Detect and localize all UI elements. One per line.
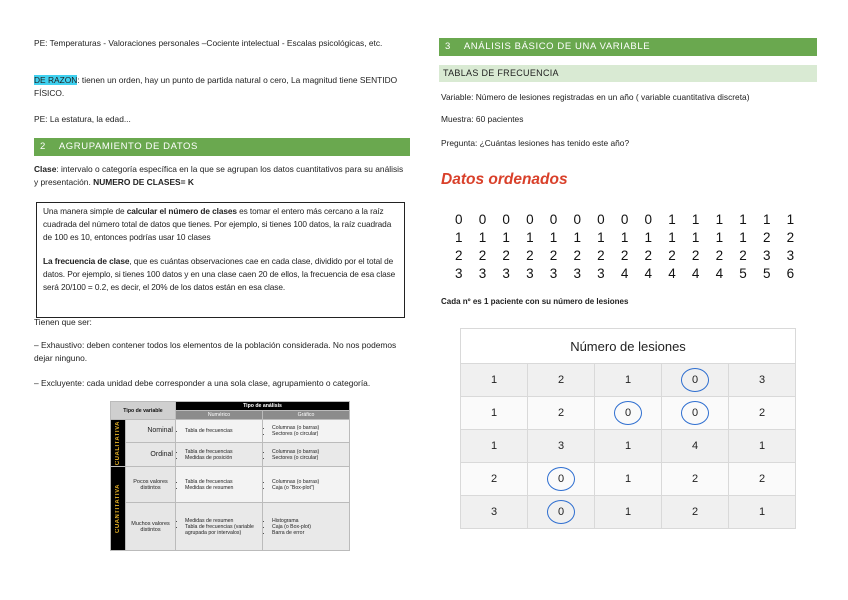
- datos-cell: 4: [715, 266, 724, 281]
- cada-n-caption: Cada nº es 1 paciente con su número de lesiones: [441, 297, 629, 306]
- box1-bold: calcular el número de clases: [126, 206, 237, 216]
- razon-highlight: DE RAZON: [34, 75, 78, 85]
- analysis-type-table: [110, 401, 350, 551]
- datos-cell: 1: [668, 212, 676, 227]
- circled-zero: 0: [547, 500, 575, 524]
- row-name-pocos: Pocos valores distintos: [126, 467, 176, 503]
- datos-cell: 0: [526, 212, 534, 227]
- datos-cell: 1: [549, 230, 558, 245]
- lesiones-cell: [595, 397, 662, 430]
- datos-cell: 3: [597, 266, 605, 281]
- datos-cell: 3: [502, 266, 510, 281]
- datos-cell: 2: [715, 248, 724, 263]
- datos-cell: 1: [715, 230, 724, 245]
- datos-cell: 0: [597, 212, 605, 227]
- info-box: [36, 202, 405, 318]
- lesiones-cell: 4: [662, 430, 729, 463]
- datos-cell: 0: [478, 212, 487, 227]
- box-paragraph-2: [43, 255, 398, 293]
- lesiones-cell: [662, 364, 729, 397]
- circled-zero: 0: [681, 401, 709, 425]
- row-nominal-numeric: • Tabla de frecuencias: [176, 420, 263, 443]
- datos-cell: 3: [478, 266, 487, 281]
- section-3-header: [439, 38, 817, 56]
- box-paragraph-1: [43, 205, 398, 243]
- datos-cell: 4: [691, 266, 700, 281]
- row-pocos-graphic: • Columnas (o barras) • Caja (o “Box-plot”): [263, 467, 350, 503]
- section-3-title: ANÁLISIS BÁSICO DE UNA VARIABLE: [463, 41, 651, 52]
- table-row: [461, 397, 796, 430]
- datos-cell: 0: [573, 212, 581, 227]
- datos-cell: 1: [455, 230, 463, 245]
- datos-cell: 0: [455, 212, 463, 227]
- datos-cell: 4: [668, 266, 676, 281]
- datos-cell: 4: [644, 266, 653, 281]
- datos-cell: 3: [786, 248, 795, 263]
- lesiones-cell: 2: [662, 463, 729, 496]
- box1-pre: Una manera simple de: [43, 206, 127, 216]
- lesiones-title: Número de lesiones: [461, 329, 796, 364]
- datos-cell: 0: [502, 212, 510, 227]
- muestra-line: Muestra: 60 pacientes: [441, 114, 524, 124]
- section-2-number: 2: [40, 141, 46, 152]
- lesiones-cell: 3: [528, 430, 595, 463]
- numeric-col-header: Numérico: [176, 411, 263, 420]
- datos-cell: 2: [455, 248, 463, 263]
- lesiones-cell: 2: [729, 397, 796, 430]
- pe-examples-1: PE: Temperaturas - Valoraciones personales –Cociente intelectual - Escalas psicológicas, etc.: [34, 38, 383, 48]
- datos-cell: 1: [691, 230, 700, 245]
- row-name-muchos: Muchos valores distintos: [126, 503, 176, 551]
- datos-cell: 4: [620, 266, 629, 281]
- datos-cell: 2: [478, 248, 487, 263]
- row-ordinal-graphic: • Columnas (o barras) • Sectores (o circular): [263, 443, 350, 467]
- datos-cell: 2: [573, 248, 581, 263]
- table-row: [461, 496, 796, 529]
- datos-cell: 1: [597, 230, 605, 245]
- datos-cell: 5: [739, 266, 747, 281]
- cuantitativa-label: CUANTITATIVA: [111, 467, 126, 551]
- datos-cell: 3: [549, 266, 558, 281]
- lesiones-cell: 1: [461, 364, 528, 397]
- datos-cell: 1: [573, 230, 581, 245]
- exhaustivo: – Exhaustivo: deben contener todos los elementos de la población considerada. No nos podemos dejar ninguno.: [34, 340, 397, 363]
- datos-cell: 0: [549, 212, 558, 227]
- clase-paragraph: [34, 163, 406, 189]
- datos-cell: 1: [502, 230, 510, 245]
- lesiones-cell: 1: [595, 463, 662, 496]
- table-row: [461, 430, 796, 463]
- graphic-col-header: Gráfico: [263, 411, 350, 420]
- section-2-header: [34, 138, 410, 156]
- lesiones-cell: 1: [729, 496, 796, 529]
- row-ordinal-numeric: • Tabla de frecuencias • Medidas de posición: [176, 443, 263, 467]
- lesiones-cell: 2: [528, 397, 595, 430]
- datos-cell: 3: [455, 266, 463, 281]
- table-row: [461, 463, 796, 496]
- cualitativa-label: CUALITATIVA: [111, 420, 126, 467]
- datos-cell: 1: [739, 212, 747, 227]
- lesiones-cell: 2: [461, 463, 528, 496]
- datos-cell: 0: [620, 212, 629, 227]
- circled-zero: 0: [614, 401, 642, 425]
- datos-cell: 2: [786, 230, 795, 245]
- lesiones-cell: 3: [461, 496, 528, 529]
- clase-label: Clase: [34, 164, 57, 174]
- lesiones-cell: 1: [729, 430, 796, 463]
- lesiones-cell: 1: [461, 397, 528, 430]
- lesiones-cell: 3: [729, 364, 796, 397]
- datos-cell: 3: [526, 266, 534, 281]
- tienen-que-ser: Tienen que ser:: [34, 317, 92, 327]
- analysis-type-title: Tipo de análisis: [176, 402, 350, 411]
- row-nominal-graphic: • Columnas (o barras) • Sectores (o circular): [263, 420, 350, 443]
- variable-line: Variable: Número de lesiones registradas en un año ( variable cuantitativa discreta): [441, 92, 750, 102]
- clase-rule: NUMERO DE CLASES= K: [93, 177, 194, 187]
- datos-cell: 2: [644, 248, 653, 263]
- datos-cell: 2: [502, 248, 510, 263]
- datos-cell: 6: [786, 266, 795, 281]
- datos-cell: 2: [691, 248, 700, 263]
- datos-cell: 1: [739, 230, 747, 245]
- circled-zero: 0: [681, 368, 709, 392]
- datos-cell: 2: [620, 248, 629, 263]
- datos-cell: 2: [597, 248, 605, 263]
- datos-cell: 1: [715, 212, 724, 227]
- datos-cell: 1: [478, 230, 487, 245]
- box2-post: , que es cuántas observaciones cae en cada clase, dividido por el total de datos. Por ejemplo, si tienes 100 datos y en una clase caen 20 de ellos, la frecuencia de esa clase será 20/100 = 0.2, es decir, el 20% de los datos están en esa clase.: [43, 256, 396, 292]
- datos-cell: 2: [668, 248, 676, 263]
- row-name-ordinal: Ordinal: [126, 443, 176, 467]
- pregunta-line: Pregunta: ¿Cuántas lesiones has tenido este año?: [441, 138, 630, 148]
- box1-post: es tomar el entero más cercano a la raíz cuadrada del número total de datos que tienes. Por ejemplo, si tienes 100 datos, la raíz cuadrada de 100 es 10, entonces podrías usar 10 clases: [43, 206, 392, 242]
- datos-cell: 3: [573, 266, 581, 281]
- datos-cell: 1: [526, 230, 534, 245]
- datos-cell: 1: [644, 230, 653, 245]
- datos-cell: 1: [762, 212, 771, 227]
- razon-text: : tienen un orden, hay un punto de partida natural o cero, La magnitud tiene SENTIDO FÍSICO.: [34, 75, 398, 98]
- row-pocos-numeric: • Tabla de frecuencias • Medidas de resumen: [176, 467, 263, 503]
- pe-examples-2: PE: La estatura, la edad...: [34, 114, 131, 124]
- row-name-nominal: Nominal: [126, 420, 176, 443]
- datos-cell: 1: [786, 212, 795, 227]
- tablas-frecuencia-header: TABLAS DE FRECUENCIA: [439, 65, 817, 82]
- datos-cell: 2: [526, 248, 534, 263]
- lesiones-cell: [528, 496, 595, 529]
- lesiones-cell: [528, 463, 595, 496]
- lesiones-cell: 2: [729, 463, 796, 496]
- row-muchos-graphic: • Histograma • Caja (o Box-plot) • Barra de error: [263, 503, 350, 551]
- lesiones-cell: 1: [595, 496, 662, 529]
- lesiones-cell: 1: [595, 364, 662, 397]
- lesiones-cell: 2: [662, 496, 729, 529]
- table-row: [461, 364, 796, 397]
- datos-ordenados-grid: [455, 211, 810, 283]
- lesiones-cell: 1: [461, 430, 528, 463]
- datos-cell: 3: [762, 248, 771, 263]
- datos-cell: 1: [691, 212, 700, 227]
- section-2-title: AGRUPAMIENTO DE DATOS: [58, 141, 198, 152]
- razon-paragraph: [34, 74, 406, 100]
- box2-bold: La frecuencia de clase: [43, 256, 130, 267]
- datos-cell: 5: [762, 266, 771, 281]
- lesiones-cell: 2: [528, 364, 595, 397]
- datos-ordenados-title: Datos ordenados: [441, 171, 568, 188]
- row-muchos-numeric: • Medidas de resumen • Tabla de frecuencias (variable agrupada por intervalos): [176, 503, 263, 551]
- clase-text: : intervalo o categoría específica en la que se agrupan los datos cuantitativos para su análisis y presentación.: [34, 164, 404, 187]
- datos-cell: 2: [549, 248, 558, 263]
- section-3-number: 3: [445, 41, 451, 52]
- lesiones-cell: [662, 397, 729, 430]
- datos-cell: 1: [620, 230, 629, 245]
- datos-cell: 0: [644, 212, 653, 227]
- var-type-header: Tipo de variable: [111, 402, 176, 420]
- datos-cell: 1: [668, 230, 676, 245]
- datos-cell: 2: [762, 230, 771, 245]
- circled-zero: 0: [547, 467, 575, 491]
- excluyente: – Excluyente: cada unidad debe corresponder a una sola clase, agrupamiento o categoría.: [34, 378, 371, 388]
- lesiones-table: [460, 328, 796, 529]
- lesiones-cell: 1: [595, 430, 662, 463]
- datos-cell: 2: [739, 248, 747, 263]
